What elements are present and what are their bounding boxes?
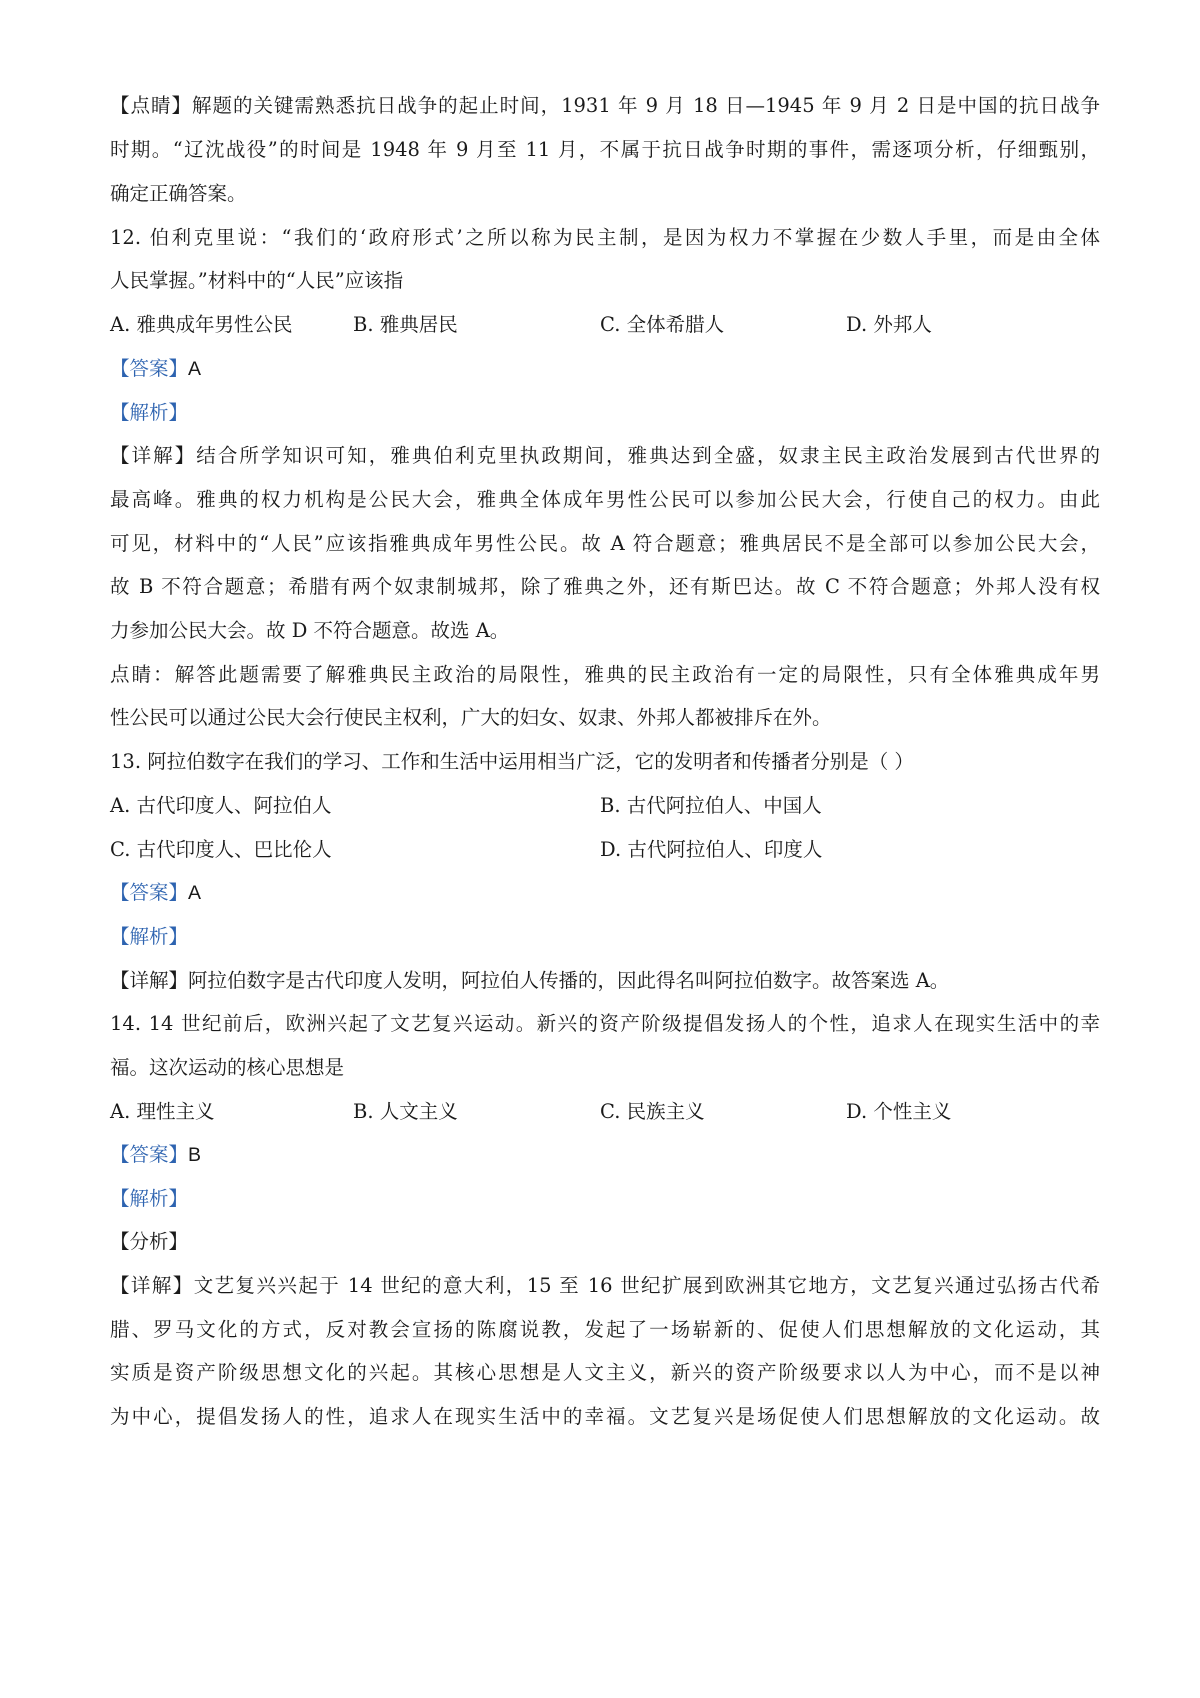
answer-label: 【答案】 bbox=[110, 881, 189, 904]
q13-option-c: C. 古代印度人、巴比伦人 bbox=[110, 838, 332, 861]
xiangjie-label: 【详解】 bbox=[110, 444, 197, 467]
q12-answer bbox=[110, 354, 1100, 384]
q12-option-d: D. 外邦人 bbox=[846, 313, 932, 336]
q12-stem-line-2: 人民掌握。”材料中的“人民”应该指 bbox=[110, 269, 404, 292]
q14-option-a: A. 理性主义 bbox=[110, 1100, 215, 1123]
dianjing-line-2: 时期。“辽沈战役”的时间是 1948 年 9 月至 11 月，不属于抗日战争时期的事件，需逐项分析，仔细甄别， bbox=[110, 138, 1100, 161]
q12-dianjing-line-1: 点睛：解答此题需要了解雅典民主政治的局限性，雅典的民主政治有一定的局限性，只有全体雅典成年男 bbox=[110, 663, 1100, 686]
q12-jiexi-label: 【解析】 bbox=[110, 401, 189, 424]
q12-xiangjie-line-2: 最高峰。雅典的权力机构是公民大会，雅典全体成年男性公民可以参加公民大会，行使自己的权力。由此 bbox=[110, 488, 1100, 511]
answer-value: A bbox=[188, 882, 202, 904]
answer-value: A bbox=[188, 358, 202, 380]
q14-stem-line-2: 福。这次运动的核心思想是 bbox=[110, 1056, 345, 1079]
q12-option-a: A. 雅典成年男性公民 bbox=[110, 313, 293, 336]
xiangjie-label: 【详解】 bbox=[110, 969, 189, 992]
q14-xiangjie-line-4: 为中心，提倡发扬人的性，追求人在现实生活中的幸福。文艺复兴是场促使人们思想解放的文化运动。故 bbox=[110, 1405, 1100, 1428]
q14-xiangjie-line-3: 实质是资产阶级思想文化的兴起。其核心思想是人文主义，新兴的资产阶级要求以人为中心，而不是以神 bbox=[110, 1361, 1100, 1384]
q14-option-b: B. 人文主义 bbox=[353, 1100, 458, 1123]
q12-option-c: C. 全体希腊人 bbox=[600, 313, 725, 336]
q13-option-b: B. 古代阿拉伯人、中国人 bbox=[600, 794, 822, 817]
q12-option-b: B. 雅典居民 bbox=[353, 313, 458, 336]
dianjing-line-1: 【点睛】解题的关键需熟悉抗日战争的起止时间，1931 年 9 月 18 日—1945 年 9 月 2 日是中国的抗日战争 bbox=[110, 94, 1100, 117]
answer-label: 【答案】 bbox=[110, 357, 189, 380]
q13-stem: 13. 阿拉伯数字在我们的学习、工作和生活中运用相当广泛，它的发明者和传播者分别是（ ） bbox=[110, 750, 914, 773]
q12-xiangjie-line-4: 故 B 不符合题意；希腊有两个奴隶制城邦，除了雅典之外，还有斯巴达。故 C 不符合题意；外邦人没有权 bbox=[110, 575, 1100, 598]
q14-xiangjie-line-2: 腊、罗马文化的方式，反对教会宣扬的陈腐说教，发起了一场崭新的、促使人们思想解放的文化运动，其 bbox=[110, 1318, 1100, 1341]
answer-value: B bbox=[188, 1144, 202, 1166]
q13-jiexi-label: 【解析】 bbox=[110, 925, 189, 948]
q13-option-a: A. 古代印度人、阿拉伯人 bbox=[110, 794, 332, 817]
q14-answer bbox=[110, 1140, 1100, 1170]
q13-answer bbox=[110, 878, 1100, 908]
q14-xiangjie-line-1: 【详解】文艺复兴兴起于 14 世纪的意大利，15 至 16 世纪扩展到欧洲其它地方，文艺复兴通过弘扬古代希 bbox=[110, 1274, 1100, 1297]
q13-option-d: D. 古代阿拉伯人、印度人 bbox=[600, 838, 823, 861]
q12-xiangjie-line-5: 力参加公民大会。故 D 不符合题意。故选 A。 bbox=[110, 619, 510, 642]
q14-stem-line-1: 14. 14 世纪前后，欧洲兴起了文艺复兴运动。新兴的资产阶级提倡发扬人的个性，追求人在现实生活中的幸 bbox=[110, 1012, 1100, 1035]
q14-option-d: D. 个性主义 bbox=[846, 1100, 952, 1123]
xiangjie-label: 【详解】 bbox=[110, 1274, 194, 1297]
answer-label: 【答案】 bbox=[110, 1143, 189, 1166]
q13-xiangjie-line-1: 【详解】阿拉伯数字是古代印度人发明，阿拉伯人传播的，因此得名叫阿拉伯数字。故答案选 A。 bbox=[110, 969, 950, 992]
q12-xiangjie-line-1: 【详解】结合所学知识可知，雅典伯利克里执政期间，雅典达到全盛，奴隶主民主政治发展到古代世界的 bbox=[110, 444, 1100, 467]
dianjing-line-3: 确定正确答案。 bbox=[110, 182, 247, 205]
q14-option-c: C. 民族主义 bbox=[600, 1100, 705, 1123]
q12-xiangjie-line-3: 可见，材料中的“人民”应该指雅典成年男性公民。故 A 符合题意；雅典居民不是全部可以参加公民大会， bbox=[110, 532, 1100, 555]
q12-dianjing-line-2: 性公民可以通过公民大会行使民主权利，广大的妇女、奴隶、外邦人都被排斥在外。 bbox=[110, 706, 832, 729]
q14-jiexi-label: 【解析】 bbox=[110, 1187, 189, 1210]
q12-stem-line-1: 12. 伯利克里说：“我们的‘政府形式’之所以称为民主制，是因为权力不掌握在少数人手里，而是由全体 bbox=[110, 226, 1100, 249]
dianjing-label: 【点睛】 bbox=[110, 94, 193, 117]
q14-fenxi-label: 【分析】 bbox=[110, 1230, 189, 1253]
